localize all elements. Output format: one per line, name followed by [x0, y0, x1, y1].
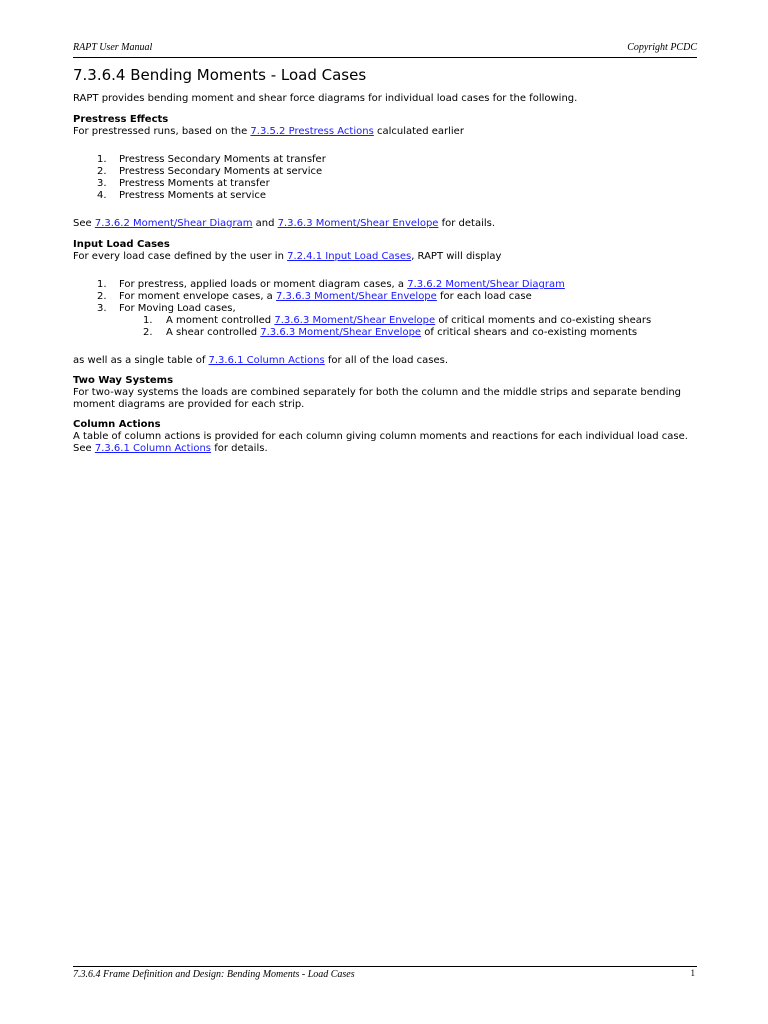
page-title: 7.3.6.4 Bending Moments - Load Cases [73, 66, 367, 84]
prestress-actions-link[interactable]: 7.3.5.2 Prestress Actions [250, 126, 374, 137]
column-actions-link[interactable]: 7.3.6.1 Column Actions [208, 355, 325, 366]
page-header [73, 42, 697, 58]
input-load-heading: Input Load Cases [73, 239, 170, 250]
see-details-line: See 7.3.6.2 Moment/Shear Diagram and 7.3.6.3 Moment/Shear Envelope for details. [73, 218, 496, 229]
as-well-line: as well as a single table of 7.3.6.1 Column Actions for all of the load cases. [73, 355, 448, 366]
list-item: 1. A moment controlled 7.3.6.3 Moment/Shear Envelope of critical moments and co-existing shears [143, 315, 652, 326]
input-load-text: For every load case defined by the user in 7.2.4.1 Input Load Cases, RAPT will display [73, 251, 502, 262]
moment-shear-diagram-link[interactable]: 7.3.6.2 Moment/Shear Diagram [407, 279, 565, 290]
list-item: 2. Prestress Secondary Moments at service [97, 166, 323, 177]
header-copyright: Copyright PCDC [627, 42, 697, 53]
list-item: 1. For prestress, applied loads or moment diagram cases, a 7.3.6.2 Moment/Shear Diagram [97, 279, 565, 290]
list-item: 4. Prestress Moments at service [97, 190, 267, 201]
footer-section-title: 7.3.6.4 Frame Definition and Design: Bending Moments - Load Cases [73, 969, 355, 980]
prestress-text [73, 126, 697, 138]
column-actions-link[interactable]: 7.3.6.1 Column Actions [94, 443, 212, 454]
document-body [73, 66, 697, 455]
list-item: 3. For Moving Load cases, [97, 303, 236, 314]
list-item: 2. A shear controlled 7.3.6.3 Moment/Shear Envelope of critical shears and co-existing moments [143, 327, 638, 338]
two-way-text: For two-way systems the loads are combined separately for both the column and the middle strips and separate bending moment diagrams are provided for each strip. [73, 387, 682, 410]
moment-shear-envelope-link[interactable]: 7.3.6.3 Moment/Shear Envelope [277, 218, 439, 229]
list-item: 3. Prestress Moments at transfer [97, 178, 270, 189]
moment-shear-diagram-link[interactable]: 7.3.6.2 Moment/Shear Diagram [94, 218, 253, 229]
column-actions-heading: Column Actions [73, 419, 161, 430]
prestress-text-after: calculated earlier [373, 126, 464, 137]
page-number: 1 [690, 968, 695, 978]
prestress-text-before: For prestressed runs, based on the [73, 126, 251, 137]
moving-load-sublist [73, 315, 697, 339]
page-footer [73, 966, 697, 980]
moment-shear-envelope-link[interactable]: 7.3.6.3 Moment/Shear Envelope [274, 315, 436, 326]
prestress-heading: Prestress Effects [73, 114, 169, 125]
column-actions-text: A table of column actions is provided for each column giving column moments and reactions for each individual load case. See 7.3.6.1 Column Actions for details. [73, 431, 688, 454]
input-load-list [73, 279, 697, 315]
moment-shear-envelope-link[interactable]: 7.3.6.3 Moment/Shear Envelope [260, 327, 422, 338]
header-manual-title: RAPT User Manual [73, 42, 153, 53]
input-load-cases-link[interactable]: 7.2.4.1 Input Load Cases [287, 251, 412, 262]
list-item: 1. Prestress Secondary Moments at transfer [97, 154, 326, 165]
list-item: 2. For moment envelope cases, a 7.3.6.3 Moment/Shear Envelope for each load case [97, 291, 532, 302]
prestress-list [73, 154, 697, 202]
moment-shear-envelope-link[interactable]: 7.3.6.3 Moment/Shear Envelope [276, 291, 437, 302]
two-way-heading: Two Way Systems [73, 375, 174, 386]
intro-paragraph: RAPT provides bending moment and shear force diagrams for individual load cases for the following. [73, 93, 578, 104]
